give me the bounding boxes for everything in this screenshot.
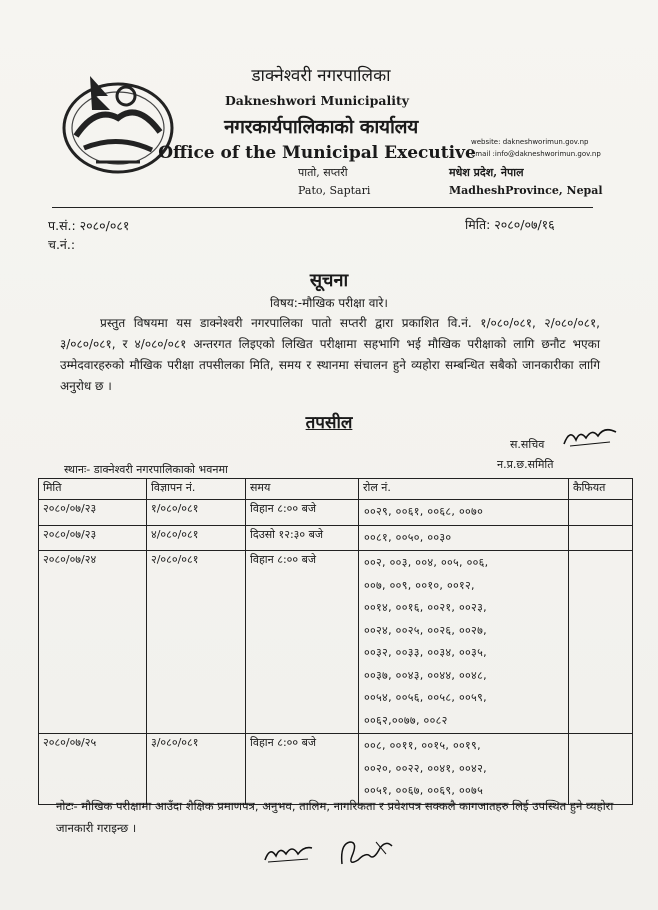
reference-numbers	[48, 216, 129, 254]
cell-time: विहान ८:०० बजे	[246, 734, 359, 805]
table-row	[39, 734, 633, 805]
roll-line: ००५४, ००५६, ००५८, ००५९,	[364, 691, 487, 704]
address-np-left: पातो, सप्तरी	[298, 166, 348, 179]
roll-line: ००२९, ००६१, ००६८, ००७०	[364, 505, 484, 518]
ps-number: प.सं.: २०८०/०८१	[48, 218, 130, 233]
signature-left	[262, 842, 314, 866]
website-text: website: dakneshworimun.gov.np	[471, 138, 589, 146]
address-np-right: मधेश प्रदेश, नेपाल	[449, 166, 524, 179]
table-row	[39, 551, 633, 734]
cell-roll	[359, 551, 569, 734]
header-divider	[52, 207, 593, 208]
cell-remark	[569, 551, 633, 734]
header-date: मिति	[39, 479, 147, 500]
table-row	[39, 500, 633, 526]
cell-vn: ४/०८०/०८१	[147, 525, 246, 551]
municipality-name-np: डाक्नेश्वरी नगरपालिका	[251, 66, 391, 86]
contact-info	[471, 136, 601, 160]
address-right	[449, 164, 603, 200]
address-en-right: MadheshProvince, Nepal	[449, 184, 603, 197]
notice-subject: विषय:-मौखिक परीक्षा वारे।	[270, 296, 388, 310]
cell-vn: १/०८०/०८१	[147, 500, 246, 526]
cell-date: २०८०/०७/२३	[39, 525, 147, 551]
cell-roll	[359, 500, 569, 526]
cell-vn: ३/०८०/०८१	[147, 734, 246, 805]
header-time: समय	[246, 479, 359, 500]
address-left	[298, 164, 370, 200]
roll-line: ००५१, ००६७, ००६९, ००७५	[364, 784, 484, 797]
tapsil-heading: तपसील	[305, 413, 353, 433]
roll-line: ००८१, ००५०, ००३०	[364, 530, 452, 544]
issue-date: मिति: २०८०/०७/१६	[465, 217, 555, 232]
cell-roll	[359, 734, 569, 805]
roll-line: ००३२, ००३३, ००३४, ००३५,	[364, 646, 487, 659]
note-text: नोटः- मौखिक परीक्षामा आउँदा शैक्षिक प्रमाणपत्र, अनुभव, तालिम, नागरिकता र प्रवेशपत्र सक्कलै कागजातहरु लिई उपस्थित हुने व्यहोरा जानकारी गराइन्छ ।	[56, 799, 614, 835]
header-roll: रोल नं.	[359, 479, 569, 500]
cn-number: च.नं.:	[48, 237, 76, 252]
cell-time: दिउसो १२:३० बजे	[246, 525, 359, 551]
cell-remark	[569, 500, 633, 526]
roll-line: ००७, ००९, ००१०, ००१२,	[364, 578, 475, 592]
roll-line: ००६२,००७७, ००८२	[364, 713, 448, 727]
roll-line: ००२, ००३, ००४, ००५, ००६,	[364, 556, 489, 569]
cell-vn: २/०८०/०८१	[147, 551, 246, 734]
email-text: email :info@dakneshworimun.gov.np	[471, 150, 601, 158]
roll-line: ००३७, ००४३, ००४४, ००४८,	[364, 668, 487, 682]
office-name-np: नगरकार्यपालिकाको कार्यालय	[224, 116, 418, 138]
cell-date: २०८०/०७/२४	[39, 551, 147, 734]
committee-label: न.प्र.छ.समिति	[497, 458, 554, 471]
secretary-signature	[560, 424, 620, 450]
roll-line: ००१४, ००१६, ००२१, ००२३,	[364, 601, 487, 614]
roll-line: ००२०, ००२२, ००४१, ००४२,	[364, 761, 487, 775]
cell-date: २०८०/०७/२५	[39, 734, 147, 805]
secretary-label: स.सचिव	[510, 438, 545, 451]
cell-roll	[359, 525, 569, 551]
signature-right	[336, 834, 396, 870]
cell-time: विहान ८:०० बजे	[246, 500, 359, 526]
roll-line: ००२४, ००२५, ००२६, ००२७,	[364, 623, 487, 637]
notice-title: सूचना	[309, 270, 349, 291]
table-row	[39, 525, 633, 551]
cell-remark	[569, 525, 633, 551]
venue-text: स्थानः- डाक्नेश्वरी नगरपालिकाको भवनमा	[64, 463, 228, 476]
cell-time: विहान ८:०० बजे	[246, 551, 359, 734]
schedule-table	[38, 478, 633, 805]
cell-date: २०८०/०७/२३	[39, 500, 147, 526]
notice-body: प्रस्तुत विषयमा यस डाक्नेश्वरी नगरपालिका पातो सप्तरी द्वारा प्रकाशित वि.नं. १/०८०/०८१, २/०८०/०८१, ३/०८०/०८१, र ४/०८०/०८१ अन्तरगत लिइएको लिखित परीक्षामा सहभागि भई मौखिक परीक्षाको लागि छनौट भएका उम्मेदवारहरुको मौखिक परीक्षा तपसीलका मिति, समय र स्थानमा संचालन हुने व्यहोरा सम्बन्धित सबैको जानकारीका लागि अनुरोध छ ।	[60, 316, 600, 393]
header-vn: विज्ञापन नं.	[147, 479, 246, 500]
roll-line: ००८, ००११, ००१५, ००१९,	[364, 739, 481, 752]
header-remark: कैफियत	[569, 479, 633, 500]
office-name-en: Office of the Municipal Executive	[158, 143, 476, 163]
cell-remark	[569, 734, 633, 805]
address-en-left: Pato, Saptari	[298, 184, 371, 197]
municipality-name-en: Dakneshwori Municipality	[224, 93, 410, 108]
table-header-row	[39, 479, 633, 500]
